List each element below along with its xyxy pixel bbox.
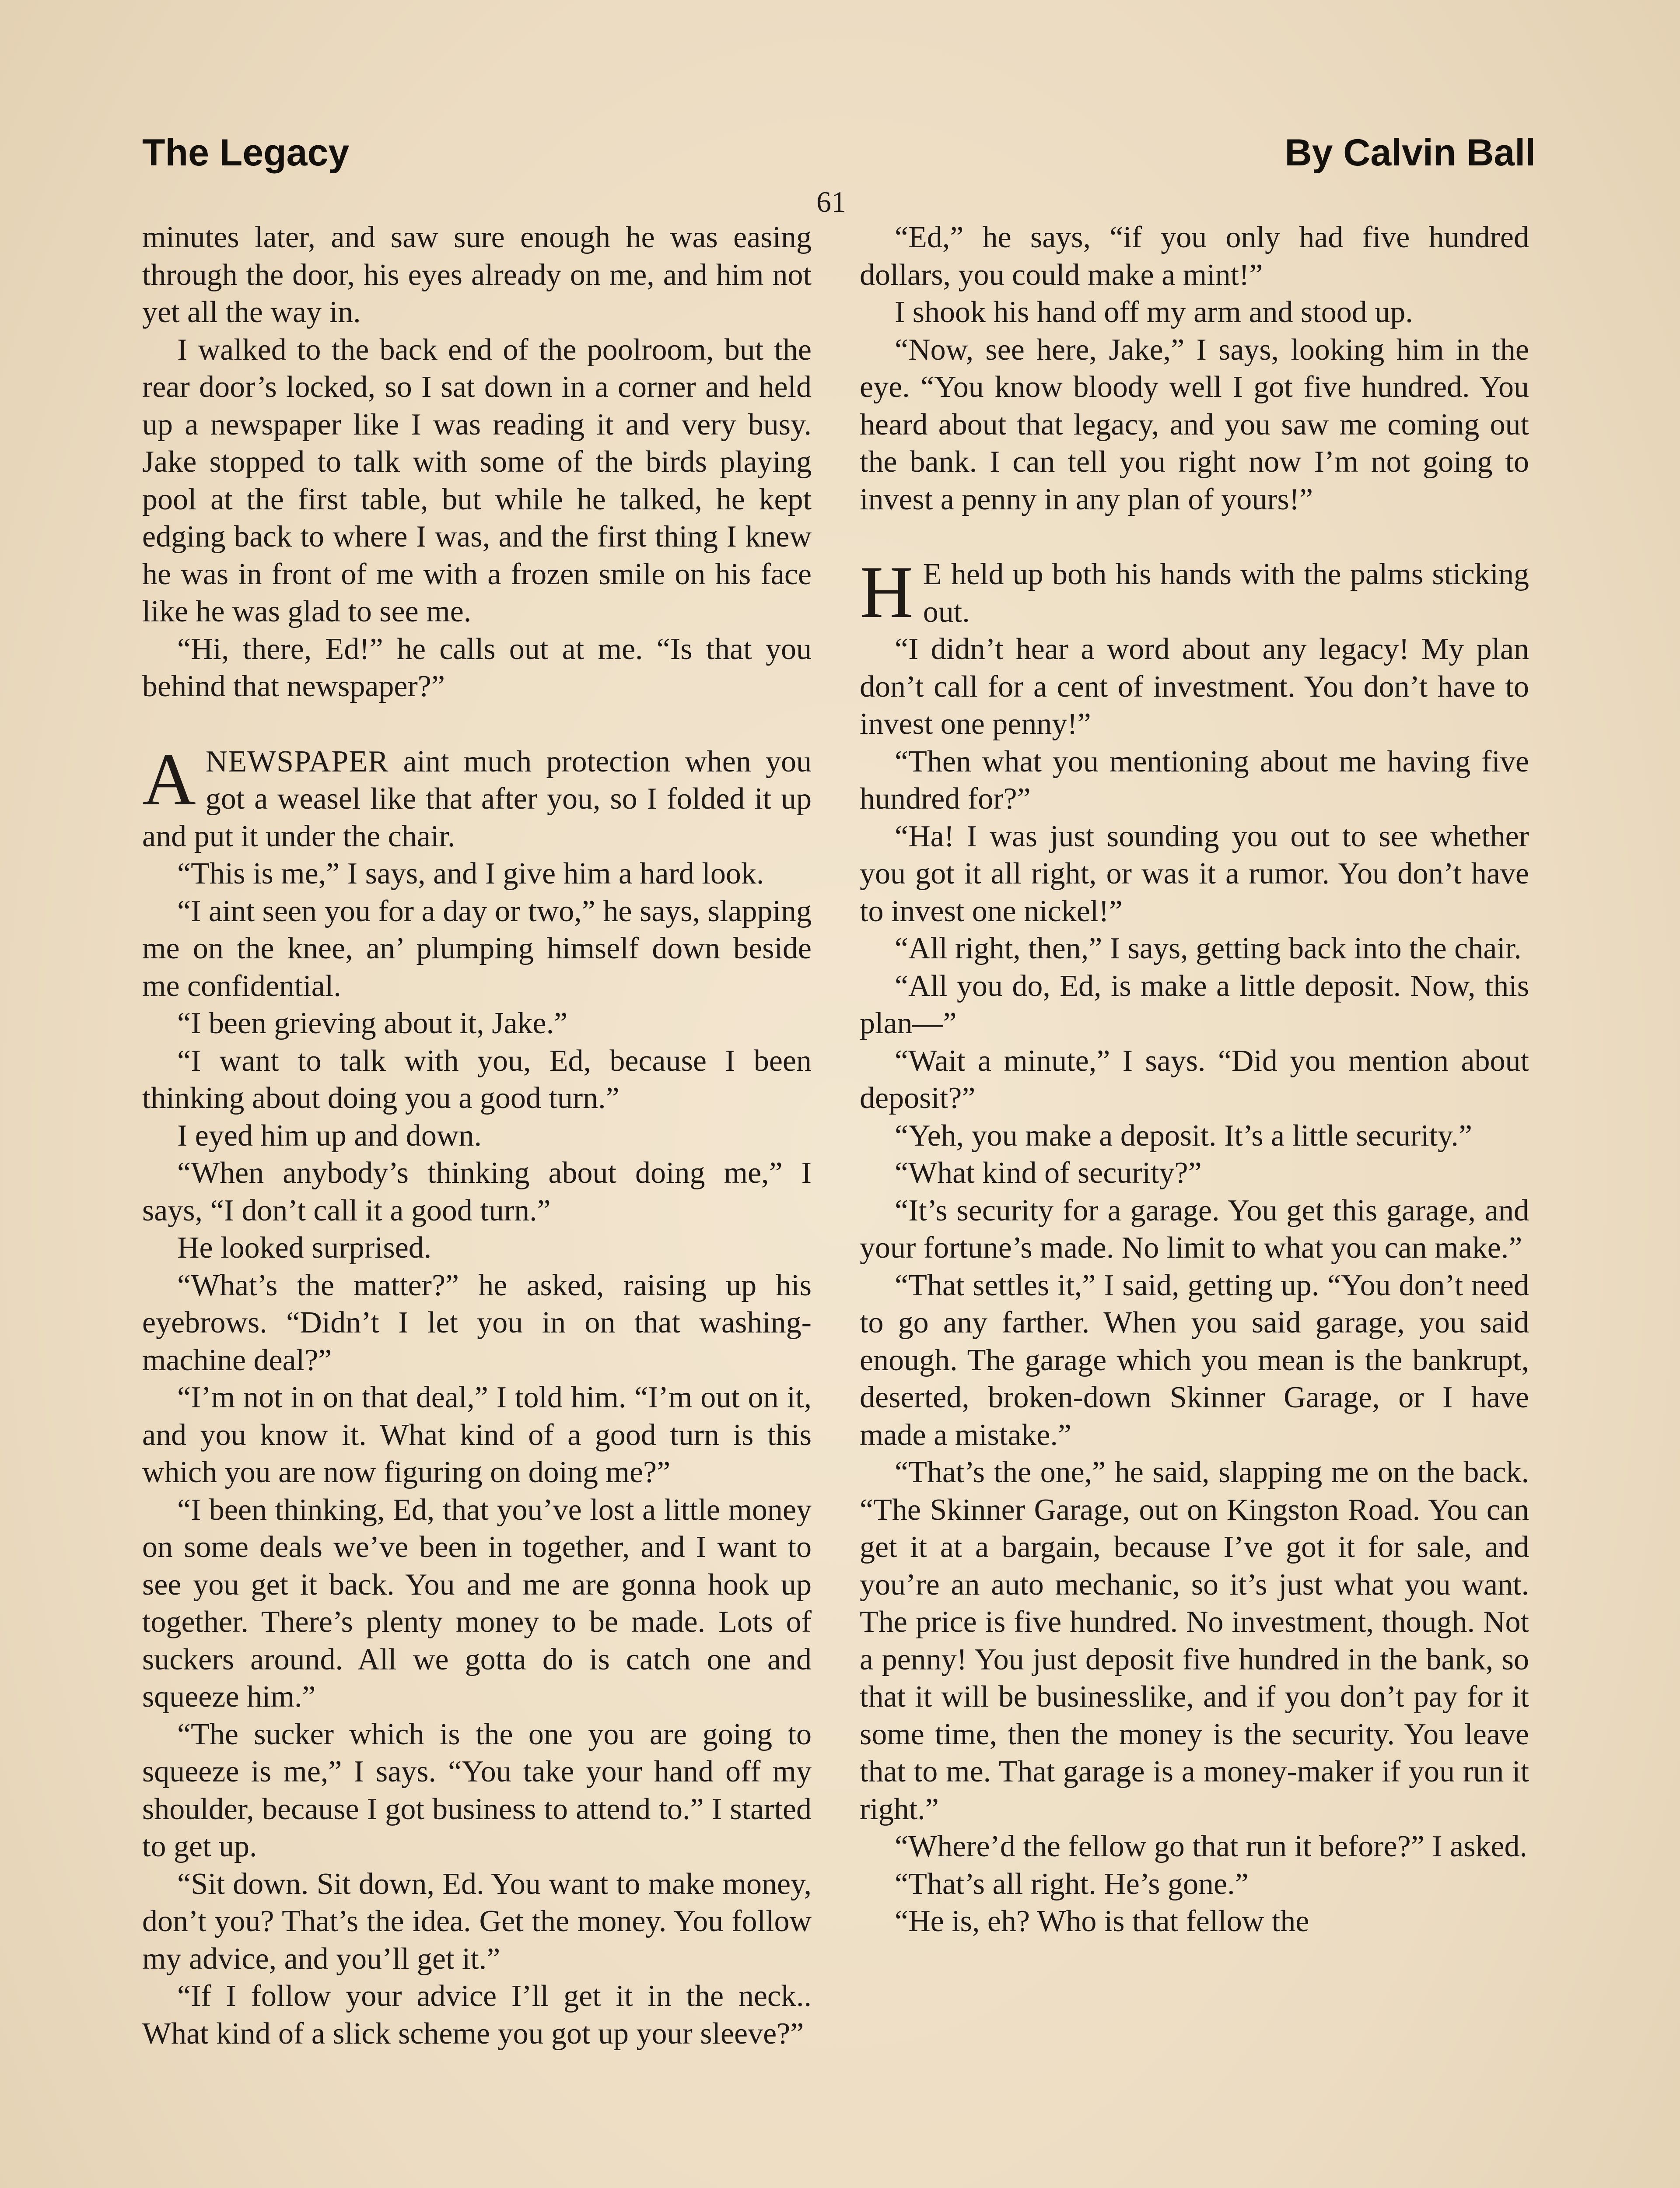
paragraph-text: I shook his hand off my arm and stood up. (895, 295, 1413, 329)
paragraph (860, 1267, 1529, 1454)
paragraph (142, 1978, 812, 2052)
paragraph-text: “This is me,” I says, and I give him a hard look. (177, 857, 764, 891)
paragraph (860, 1828, 1529, 1865)
paragraph (860, 294, 1529, 331)
paragraph-text: I walked to the back end of the poolroom, but the rear door’s locked, so I sat down in a corner and held up a newspaper like I was reading it and very busy. Jake stopped to talk with some of the birds playing pool at the first table, but while he talked, he kept edging back to where I was, and the first thing I knew he was in front of me with a frozen smile on his face like he was glad to see me. (142, 333, 812, 628)
paragraph-text: “Ha! I was just sounding you out to see whether you got it all right, or was it a rumor. You don’t have to invest one nickel!” (860, 819, 1529, 928)
paragraph (142, 1005, 812, 1042)
paragraph (860, 743, 1529, 818)
paragraph (860, 1117, 1529, 1155)
paragraph (860, 219, 1529, 294)
paragraph-text: held up both his hands with the palms sticking out. (923, 558, 1529, 629)
paragraph (860, 1903, 1529, 1940)
paragraph-text: “I been grieving about it, Jake.” (177, 1006, 568, 1040)
paragraph (142, 1267, 812, 1379)
paragraph (142, 738, 812, 856)
paragraph (860, 930, 1529, 968)
paragraph-text: “I aint seen you for a day or two,” he says, slapping me on the knee, an’ plumping himself down beside me confidential. (142, 894, 812, 1003)
paragraph (142, 1865, 812, 1978)
paragraph-text: “If I follow your advice I’ll get it in the neck.. What kind of a slick scheme you got up your sleeve?” (142, 1979, 812, 2051)
paragraph-text: “Wait a minute,” I says. “Did you mention about deposit?” (860, 1044, 1529, 1115)
paragraph-text: “All right, then,” I says, getting back into the chair. (895, 932, 1522, 965)
paragraph (142, 331, 812, 631)
drop-cap-word: NEWSPAPER (205, 744, 389, 778)
paragraph (142, 1154, 812, 1229)
paragraph-text: “Hi, there, Ed!” he calls out at me. “Is that you behind that newspaper?” (142, 632, 812, 703)
paragraph-text: “When anybody’s thinking about doing me,” I says, “I don’t call it a good turn.” (142, 1156, 812, 1227)
paragraph (860, 1042, 1529, 1117)
paragraph (142, 1716, 812, 1865)
paragraph-text: “All you do, Ed, is make a little deposit. Now, this plan—” (860, 969, 1529, 1040)
paragraph (860, 1154, 1529, 1192)
paragraph (142, 1229, 812, 1267)
paragraph-text: “That’s the one,” he said, slapping me on the back. “The Skinner Garage, out on Kingston Road. You can get it at a bargain, because I’ve got it for sale, and you’re an auto mechanic, so it’s just what you want. The price is five hundred. No investment, though. Not a penny! You just deposit five hundred in the bank, so that it will be businesslike, and if you don’t pay for it some time, then the money is the security. You leave that to me. That garage is a money-maker if you run it right.” (860, 1455, 1529, 1826)
paragraph-text: “He is, eh? Who is that fellow the (895, 1904, 1309, 1938)
paragraph (860, 1454, 1529, 1828)
paragraph-text: “I’m not in on that deal,” I told him. “I’m out on it, and you know it. What kind of a good turn is this which you are now figuring on doing me?” (142, 1381, 812, 1489)
right-text-column (860, 219, 1529, 1940)
paragraph-text: “That’s all right. He’s gone.” (895, 1867, 1249, 1901)
paragraph-text: “It’s security for a garage. You get this garage, and your fortune’s made. No limit to what you can make.” (860, 1193, 1529, 1265)
paragraph-text: “What kind of security?” (895, 1156, 1202, 1190)
paragraph (860, 331, 1529, 519)
paragraph-text: “Yeh, you make a deposit. It’s a little security.” (895, 1119, 1472, 1153)
paragraph-text: “What’s the matter?” he asked, raising up his eyebrows. “Didn’t I let you in on that washing-machine deal?” (142, 1268, 812, 1377)
paragraph-text: He looked surprised. (177, 1231, 432, 1265)
paragraph (142, 631, 812, 705)
paragraph (860, 1865, 1529, 1903)
paragraph (142, 1117, 812, 1155)
paragraph-text: “Sit down. Sit down, Ed. You want to make money, don’t you? That’s the idea. Get the money. You follow my advice, and you’ll get it.” (142, 1867, 812, 1976)
paragraph (860, 631, 1529, 743)
paragraph-text: “Ed,” he says, “if you only had five hundred dollars, you could make a mint!” (860, 221, 1529, 292)
paragraph-text: “Now, see here, Jake,” I says, looking him in the eye. “You know bloody well I got five hundred. You heard about that legacy, and you saw me coming out the bank. I can tell you right now I’m not going to invest a penny in any plan of yours!” (860, 333, 1529, 516)
paragraph (860, 1192, 1529, 1267)
drop-cap-letter: H (860, 551, 914, 633)
left-text-column (142, 219, 812, 2052)
paragraph (142, 855, 812, 893)
running-head (142, 131, 1536, 184)
paragraph (860, 551, 1529, 633)
drop-cap-word: E (923, 558, 942, 591)
paragraph-text: “I been thinking, Ed, that you’ve lost a little money on some deals we’ve been in together, and I want to see you get it back. You and me are gonna hook up together. There’s plenty money to be made. Lots of suckers around. All we gotta do is catch one and squeeze him.” (142, 1493, 812, 1714)
paragraph (142, 1379, 812, 1491)
page-number: 61 (816, 185, 846, 218)
paragraph (142, 1491, 812, 1716)
paragraph-text: minutes later, and saw sure enough he was easing through the door, his eyes already on me, and him not yet all the way in. (142, 221, 812, 329)
paragraph-text: aint much protection when you got a weasel like that after you, so I folded it up and put it under the chair. (142, 744, 812, 853)
paragraph-text: “The sucker which is the one you are going to squeeze is me,” I says. “You take your hand off my shoulder, because I got business to attend to.” I started to get up. (142, 1717, 812, 1863)
paragraph-text: “That settles it,” I said, getting up. “You don’t need to go any farther. When you said garage, you said enough. The garage which you mean is the bankrupt, deserted, broken-down Skinner Garage, or I have made a mistake.” (860, 1268, 1529, 1452)
paragraph-text: “I didn’t hear a word about any legacy! My plan don’t call for a cent of investment. You don’t have to invest one penny!” (860, 632, 1529, 741)
drop-cap-letter: A (142, 738, 196, 820)
paragraph-text: “I want to talk with you, Ed, because I been thinking about doing you a good turn.” (142, 1044, 812, 1115)
paragraph (142, 893, 812, 1005)
paragraph-text: “Then what you mentioning about me having five hundred for?” (860, 744, 1529, 816)
story-byline: By Calvin Ball (1284, 132, 1536, 174)
paragraph (142, 219, 812, 331)
story-title: The Legacy (142, 132, 350, 174)
paragraph (860, 818, 1529, 930)
paragraph-text: “Where’d the fellow go that run it before?” I asked. (895, 1830, 1528, 1863)
paragraph-text: I eyed him up and down. (177, 1119, 482, 1153)
paragraph (860, 968, 1529, 1042)
paragraph (142, 1042, 812, 1117)
